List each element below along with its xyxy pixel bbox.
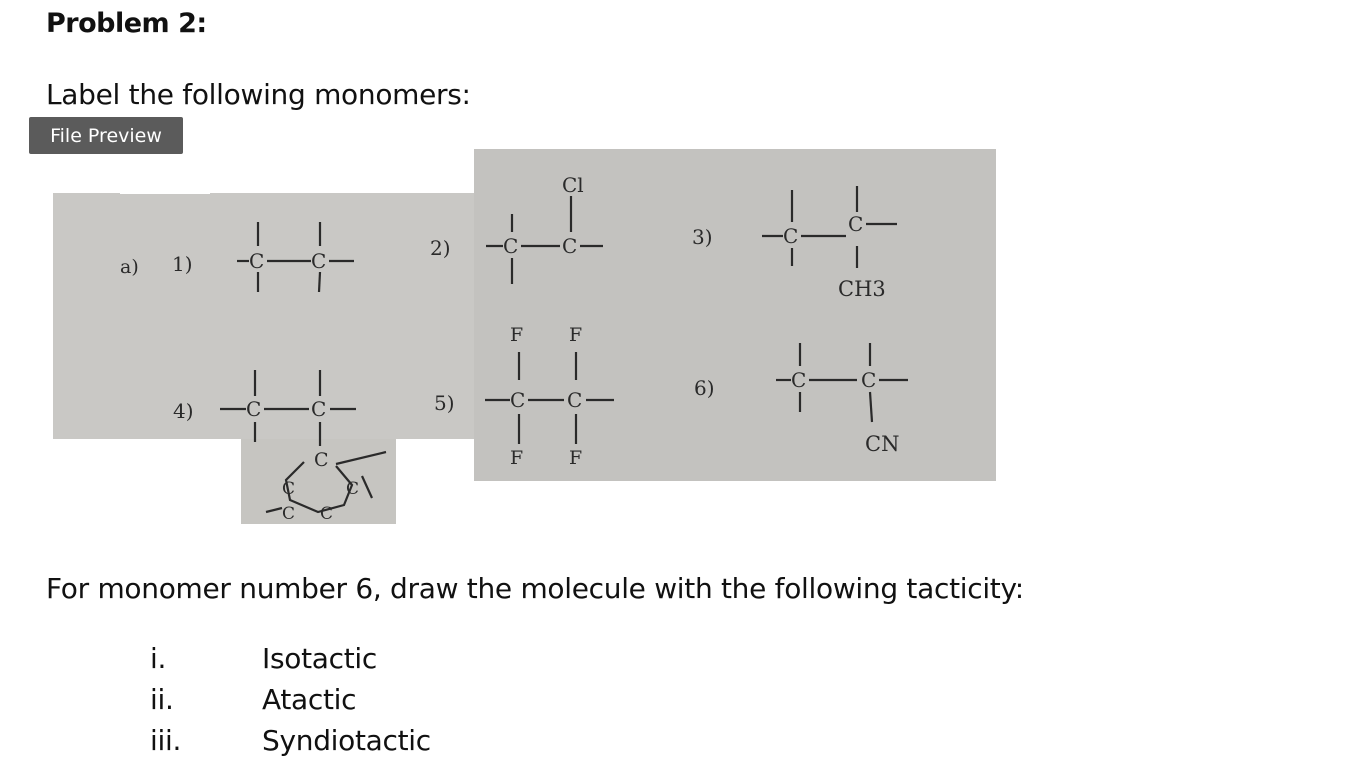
ring-atom-2: C — [282, 479, 296, 499]
monomer-5-substituent-1: F — [510, 324, 524, 346]
list-marker: ii. — [150, 683, 174, 716]
photo-right-panel — [474, 149, 996, 481]
ring-atom-1: C — [314, 449, 329, 471]
monomer-2-substituent: Cl — [562, 173, 584, 197]
monomer-6-substituent: CN — [865, 432, 900, 456]
monomer-1-atom-1: C — [249, 249, 265, 273]
monomer-4-atom-1: C — [246, 397, 262, 421]
list-marker: iii. — [150, 724, 182, 757]
monomer-6-atom-1: C — [791, 368, 807, 392]
monomer-5-substituent-4: F — [569, 447, 583, 469]
monomer-2-atom-2: C — [562, 234, 578, 258]
monomer-1-number: 1) — [172, 252, 193, 276]
list-label: Isotactic — [262, 642, 377, 675]
list-label: Syndiotactic — [262, 724, 431, 757]
monomer-5-atom-2: C — [567, 388, 583, 412]
problem-title: Problem 2: — [46, 8, 207, 39]
monomer-4-number: 4) — [173, 399, 194, 423]
ring-atom-3: C — [346, 479, 360, 499]
photo-left-panel — [53, 193, 480, 439]
file-preview-button[interactable]: File Preview — [29, 117, 183, 154]
ring-atom-4: C — [282, 504, 296, 524]
instruction-text: Label the following monomers: — [46, 78, 471, 111]
monomer-2-atom-1: C — [503, 234, 519, 258]
monomer-3-substituent: CH3 — [838, 277, 886, 301]
monomer-3-atom-1: C — [783, 224, 799, 248]
monomer-5-atom-1: C — [510, 388, 526, 412]
monomer-6-number: 6) — [694, 376, 715, 400]
monomer-1-atom-2: C — [311, 249, 327, 273]
monomer-3-atom-2: C — [848, 212, 864, 236]
monomer-5-substituent-2: F — [569, 324, 583, 346]
monomer-2-number: 2) — [430, 236, 451, 260]
monomer-5-substituent-3: F — [510, 447, 524, 469]
monomer-5-number: 5) — [434, 391, 455, 415]
tacticity-prompt: For monomer number 6, draw the molecule with the following tacticity: — [46, 572, 1024, 605]
part-label: a) — [120, 256, 139, 278]
monomer-6-atom-2: C — [861, 368, 877, 392]
photo-torn-edge — [120, 180, 210, 194]
list-marker: i. — [150, 642, 167, 675]
ring-atom-5: C — [320, 504, 334, 524]
list-label: Atactic — [262, 683, 357, 716]
monomer-4-atom-2: C — [311, 397, 327, 421]
monomer-3-number: 3) — [692, 225, 713, 249]
